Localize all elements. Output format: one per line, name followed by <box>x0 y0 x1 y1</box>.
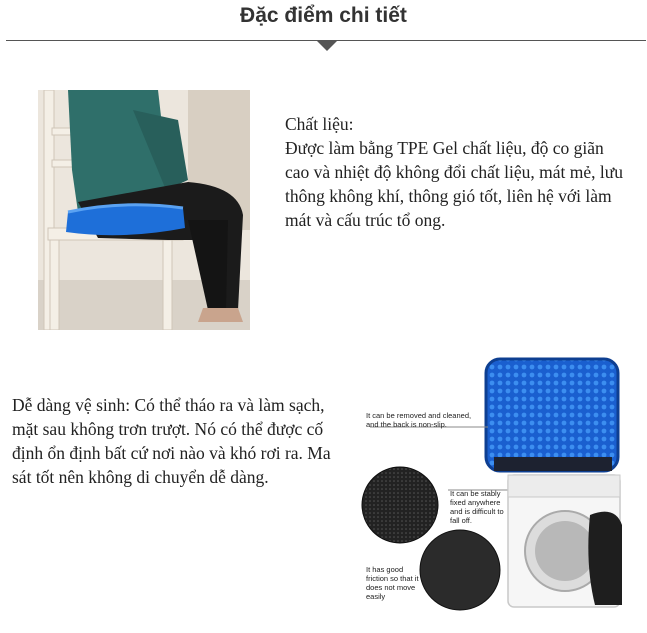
chair-cushion-illustration <box>38 90 250 330</box>
cushion-features-photo <box>360 355 625 613</box>
cleaning-description <box>12 393 342 489</box>
chair-cushion-photo <box>38 90 250 330</box>
page-title: Đặc điểm chi tiết <box>240 4 407 27</box>
material-heading: Chất liệu: <box>285 114 354 134</box>
caption-fixed: It can be stably fixed anywhere and is difficult to fall off. <box>450 489 504 525</box>
cleaning-body: Dễ dàng vệ sinh: Có thể tháo ra và làm sạch, mặt sau không trơn trượt. Nó có thể được cố định ổn định bất cứ nơi nào và khó rơi ra. Ma sát tốt nên không di chuyển dễ dàng. <box>12 395 331 487</box>
header-caret-icon <box>317 41 337 51</box>
caption-friction: It has good friction so that it does not move easily <box>366 565 419 601</box>
caption-removable: It can be removed and cleaned, and the back is non-slip. <box>366 411 472 429</box>
material-description <box>285 112 625 232</box>
material-body: Được làm bằng TPE Gel chất liệu, độ co giãn cao và nhiệt độ không đổi chất liệu, mát mẻ, lưu thông không khí, thông gió tốt, liên hệ với làm mát và cấu trúc tổ ong. <box>285 138 624 230</box>
